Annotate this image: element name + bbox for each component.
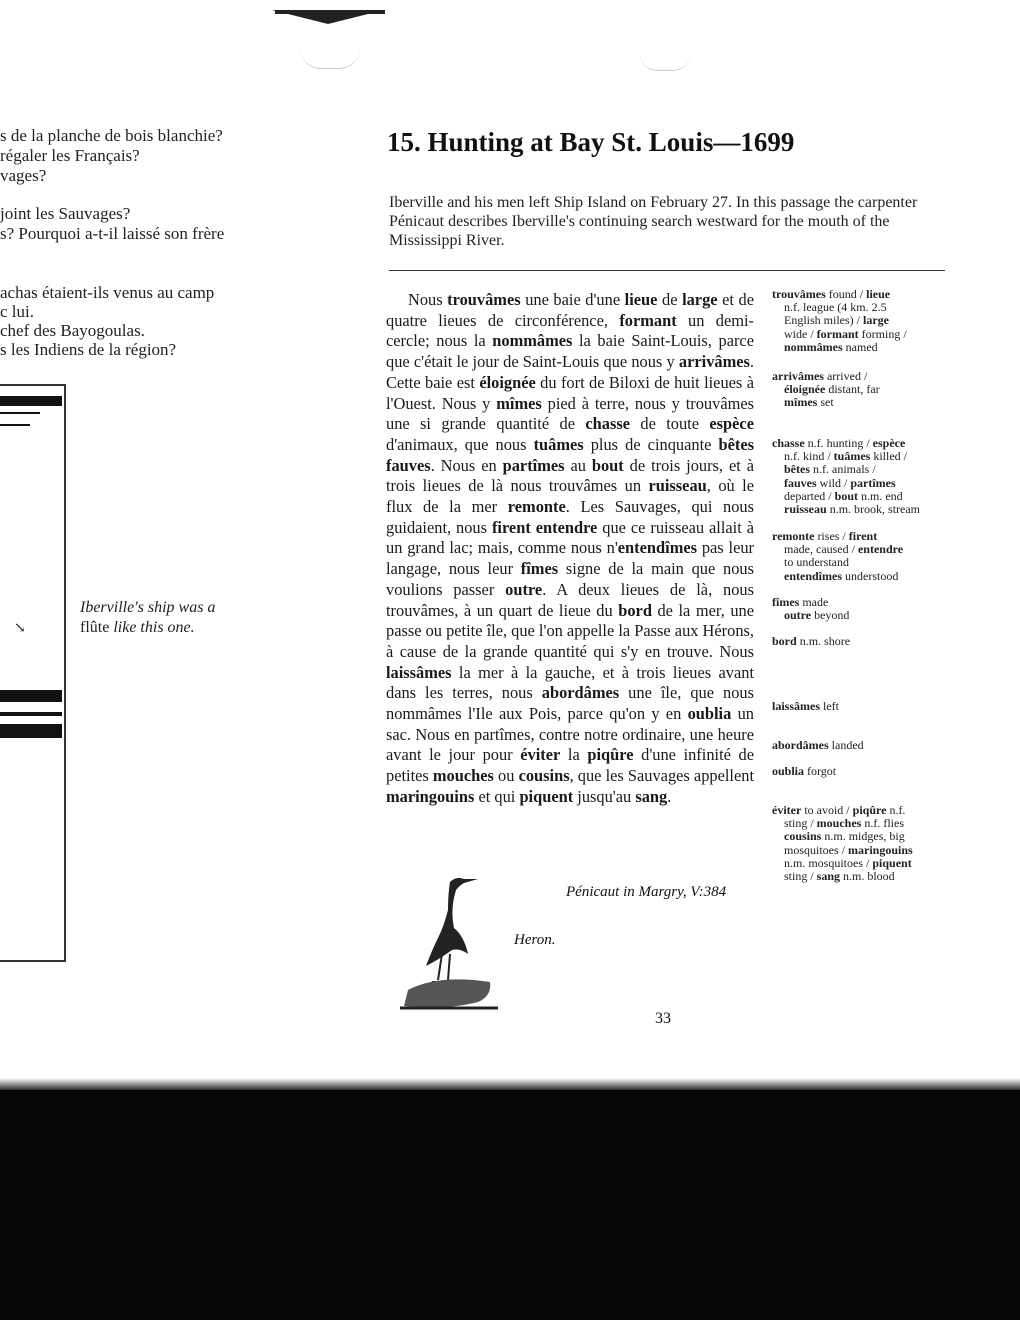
- passage-text: un sac. Nous en partîmes, contre notre ordinaire, une heure avant le jour pour: [386, 704, 754, 765]
- glossary-definition: rises /: [814, 529, 849, 543]
- glossary-definition: English miles) /: [784, 313, 863, 328]
- ship-illustration: [0, 724, 62, 738]
- glossary-definition: departed /: [784, 488, 835, 503]
- vocab-word: laissâmes: [386, 662, 452, 682]
- left-question: chef des Bayogoulas.: [0, 321, 145, 340]
- passage-text: au: [564, 455, 592, 475]
- vocab-word: outre: [505, 579, 543, 599]
- glossary-definition: sting /: [784, 869, 817, 884]
- passage-text: une île, que nous nommâmes l'Ile aux Pois, parce qu'on y en: [386, 683, 754, 724]
- glossary-term: sang: [816, 869, 841, 884]
- main-passage: [386, 290, 754, 808]
- glossary-definition: n.f. flies: [861, 816, 904, 831]
- glossary-definition: n.m. shore: [796, 634, 851, 648]
- glossary-term: firent: [848, 529, 878, 543]
- glossary-definition: wild /: [816, 475, 851, 490]
- glossary-term: outre: [784, 608, 812, 623]
- vocab-word: piqûre: [587, 745, 634, 765]
- glossary-entry: [772, 804, 952, 883]
- glossary-definition: n.m. midges, big: [821, 829, 905, 844]
- glossary-line: [772, 765, 952, 778]
- vocab-word: remonte: [507, 497, 566, 517]
- glossary-definition: n.f.: [886, 803, 906, 817]
- glossary-term: remonte: [772, 529, 815, 543]
- vocab-word: trouvâmes: [447, 290, 521, 309]
- vocab-word: mouches: [432, 766, 494, 786]
- glossary-term: éviter: [772, 803, 802, 817]
- divider: [389, 270, 945, 271]
- vocab-word: fîmes: [520, 559, 559, 579]
- glossary-line: [772, 635, 952, 648]
- passage-text: . Nous en: [430, 455, 503, 475]
- page-number: 33: [655, 1010, 671, 1027]
- passage-text: pas leur langage, nous leur: [386, 538, 754, 579]
- passage-text: que ce ruisseau allait à un grand lac; mais, comme nous n': [386, 517, 754, 558]
- glossary-line: [772, 503, 952, 516]
- glossary-definition: forming /: [858, 326, 907, 341]
- passage-text: un demi-cercle; nous la: [386, 310, 754, 351]
- vocab-word: abordâmes: [541, 683, 620, 703]
- passage-text: de toute: [630, 414, 710, 434]
- passage-text: une baie d'une: [520, 290, 625, 309]
- vocab-word: firent entendre: [491, 517, 598, 537]
- glossary-term: entendîmes: [784, 568, 842, 583]
- passage-text: de trois jours, et à trois lieues de là nous trouvâmes un: [386, 455, 755, 496]
- ship-illustration: [0, 712, 62, 716]
- left-question: régaler les Français?: [0, 146, 140, 165]
- left-question: s de la planche de bois blanchie?: [0, 126, 223, 145]
- glossary-definition: wide /: [784, 326, 817, 341]
- glossary-definition: to understand: [784, 555, 849, 570]
- page-crease: [300, 48, 360, 69]
- glossary-definition: beyond: [811, 608, 850, 623]
- passage-text: d'animaux, que nous: [386, 434, 534, 454]
- glossary-definition: arrived /: [823, 369, 868, 383]
- ship-illustration-frame: [0, 384, 66, 962]
- vocab-word: arrivâmes: [678, 352, 750, 372]
- glossary-definition: n.f. kind /: [784, 449, 834, 464]
- glossary-term: partîmes: [850, 475, 896, 490]
- glossary-line: [772, 396, 952, 409]
- glossary-definition: made, caused /: [784, 542, 858, 557]
- ship-caption: Iberville's ship was a flûte like this one.: [80, 599, 216, 636]
- glossary-term: cousins: [784, 829, 822, 844]
- vocab-word: espèce: [709, 414, 754, 434]
- left-question: achas étaient-ils venus au camp: [0, 283, 215, 302]
- vocab-word: cousins: [518, 766, 570, 786]
- glossary-term: fîmes: [772, 595, 800, 609]
- glossary-definition: named: [842, 339, 878, 354]
- glossary-line: [772, 739, 952, 752]
- glossary-term: ruisseau: [784, 502, 827, 517]
- glossary-entry: [772, 370, 952, 410]
- glossary-term: abordâmes: [772, 738, 829, 752]
- left-question: c lui.: [0, 302, 34, 321]
- glossary-entry: [772, 739, 952, 752]
- glossary-line: [772, 700, 952, 713]
- glossary-term: espèce: [872, 436, 906, 450]
- vocab-word: lieue: [624, 290, 658, 309]
- glossary-term: piqûre: [852, 803, 887, 817]
- glossary-term: fauves: [784, 475, 817, 490]
- glossary-definition: left: [820, 699, 839, 713]
- glossary-definition: killed /: [870, 449, 908, 464]
- glossary-definition: forgot: [804, 764, 837, 778]
- passage-paragraph: [386, 290, 754, 808]
- glossary-term: formant: [816, 326, 859, 341]
- left-question: vages?: [0, 166, 47, 185]
- vocab-word: maringouins: [386, 786, 475, 806]
- vocab-word: bord: [618, 600, 652, 620]
- vocab-word: oublia: [687, 704, 732, 724]
- passage-text: d'une infinité de petites: [386, 745, 754, 786]
- left-question: s les Indiens de la région?: [0, 340, 177, 359]
- ship-illustration: [0, 396, 62, 406]
- vocab-word: large: [682, 290, 718, 309]
- arrow-mark: ↘: [14, 621, 26, 636]
- glossary-entry: [772, 700, 952, 713]
- passage-text: la mer à la gauche, et à trois lieues avant dans les terres, nous: [386, 662, 754, 703]
- glossary-term: piquent: [872, 855, 912, 870]
- glossary-definition: sting /: [784, 816, 817, 831]
- glossary-term: éloignée: [784, 382, 826, 397]
- passage-text: Nous: [408, 290, 448, 309]
- vocab-word: tuâmes: [533, 434, 584, 454]
- vocab-word: nommâmes: [492, 331, 573, 351]
- glossary-definition: mosquitoes /: [784, 842, 849, 857]
- binding-notch: [272, 10, 384, 24]
- passage-text: et qui: [474, 786, 520, 806]
- glossary-term: entendre: [857, 542, 904, 557]
- heron-illustration: [398, 870, 502, 1012]
- ship-illustration: [0, 412, 40, 414]
- vocab-word: formant: [619, 310, 677, 330]
- ship-illustration: [0, 424, 30, 426]
- glossary-term: tuâmes: [833, 449, 871, 464]
- passage-text: du fort de Biloxi de huit lieues à l'Ouest. Nous y: [386, 372, 754, 413]
- glossary-line: [772, 870, 952, 883]
- attribution: Pénicaut in Margry, V:384: [566, 884, 727, 900]
- passage-text: pied à terre, nous y trouvâmes une si grande quantité de: [386, 393, 754, 434]
- glossary-definition: n.m. blood: [840, 869, 895, 884]
- glossary-definition: n.f. league (4 km. 2.5: [784, 300, 887, 315]
- page-title: 15. Hunting at Bay St. Louis—1699: [387, 127, 795, 157]
- glossary-definition: n.f. hunting /: [804, 436, 873, 450]
- glossary-term: chasse: [772, 436, 805, 450]
- glossary-definition: made: [799, 595, 829, 609]
- passage-text: .: [667, 786, 672, 806]
- glossary-line: [772, 341, 952, 354]
- glossary-term: maringouins: [848, 842, 913, 857]
- glossary-definition: landed: [828, 738, 864, 752]
- vocab-word: ruisseau: [648, 476, 707, 496]
- glossary-term: laissâmes: [772, 699, 820, 713]
- glossary-term: mouches: [816, 816, 862, 831]
- glossary-term: bout: [834, 488, 858, 503]
- vocab-word: sang: [635, 786, 668, 806]
- vocab-word: piquent: [519, 786, 574, 806]
- glossary-definition: understood: [842, 568, 899, 583]
- passage-text: . Cette baie est: [386, 352, 754, 392]
- glossary-term: arrivâmes: [772, 369, 824, 383]
- vocab-word: chasse: [585, 414, 630, 434]
- vocab-word: partîmes: [502, 455, 565, 475]
- left-question: joint les Sauvages?: [0, 204, 131, 223]
- passage-text: , où le flux de la mer: [386, 476, 754, 517]
- glossary-term: oublia: [772, 764, 805, 778]
- vocab-word: bêtes fauves: [386, 434, 754, 475]
- page-crease: [640, 54, 690, 71]
- vocab-word: éloignée: [479, 372, 536, 392]
- glossary-entry: [772, 596, 952, 622]
- passage-text: de: [657, 290, 683, 309]
- glossary-definition: n.m. mosquitoes /: [784, 855, 873, 870]
- passage-text: de la mer, une passe ou petite île, que l'on appelle la Passe aux Hérons, à cause de la grande quantité qui s'y en trouve. Nous: [386, 600, 754, 661]
- glossary-definition: n.f. animals /: [810, 462, 876, 477]
- glossary-definition: distant, far: [825, 382, 880, 397]
- scan-shadow: [0, 1090, 1020, 1320]
- glossary-definition: set: [817, 395, 834, 410]
- passage-text: la baie Saint-Louis, parce que c'était le jour de Saint-Louis que nous y: [386, 331, 754, 372]
- glossary-term: large: [863, 313, 889, 328]
- vocab-word: bout: [591, 455, 624, 475]
- vocab-word: entendîmes: [617, 538, 697, 558]
- vocab-word: mîmes: [496, 393, 542, 413]
- glossary-term: bêtes: [784, 462, 810, 477]
- passage-text: la: [560, 745, 588, 765]
- glossary-line: [772, 570, 952, 583]
- glossary-term: nommâmes: [784, 339, 843, 354]
- glossary-definition: found /: [825, 287, 867, 301]
- glossary-definition: to avoid /: [801, 803, 853, 817]
- glossary-term: trouvâmes: [772, 287, 826, 301]
- glossary-entry: [772, 437, 952, 516]
- left-question: s? Pourquoi a-t-il laissé son frère: [0, 224, 225, 243]
- passage-text: . Les Sauvages, qui nous guidaient, nous: [386, 497, 754, 537]
- glossary-entry: [772, 288, 952, 354]
- passage-text: , que les Sauvages appellent: [569, 766, 754, 786]
- passage-text: signe de la main que nous voulions passer: [386, 559, 754, 599]
- glossary-entry: [772, 765, 952, 778]
- glossary-term: lieue: [866, 287, 891, 301]
- heron-caption: Heron.: [514, 932, 556, 948]
- glossary-term: mîmes: [784, 395, 818, 410]
- intro-paragraph: Iberville and his men left Ship Island on February 27. In this passage the carpenter Pénicaut describes Iberville's continuing search westward for the mouth of the Mississippi River.: [389, 194, 918, 249]
- passage-text: jusqu'au: [573, 786, 636, 806]
- ship-illustration: [0, 690, 62, 702]
- glossary-entry: [772, 635, 952, 648]
- glossary-term: bord: [772, 634, 797, 648]
- passage-text: et de quatre lieues de circonférence,: [386, 290, 754, 330]
- passage-text: ou: [493, 766, 519, 786]
- passage-text: plus de cinquante: [583, 434, 719, 454]
- glossary-line: [772, 609, 952, 622]
- vocab-word: éviter: [520, 745, 561, 765]
- glossary-entry: [772, 530, 952, 583]
- glossary-definition: n.m. brook, stream: [826, 502, 921, 517]
- glossary-definition: n.m. end: [858, 488, 903, 503]
- passage-text: . A deux lieues de là, nous trouvâmes, à un quart de lieue du: [386, 579, 754, 620]
